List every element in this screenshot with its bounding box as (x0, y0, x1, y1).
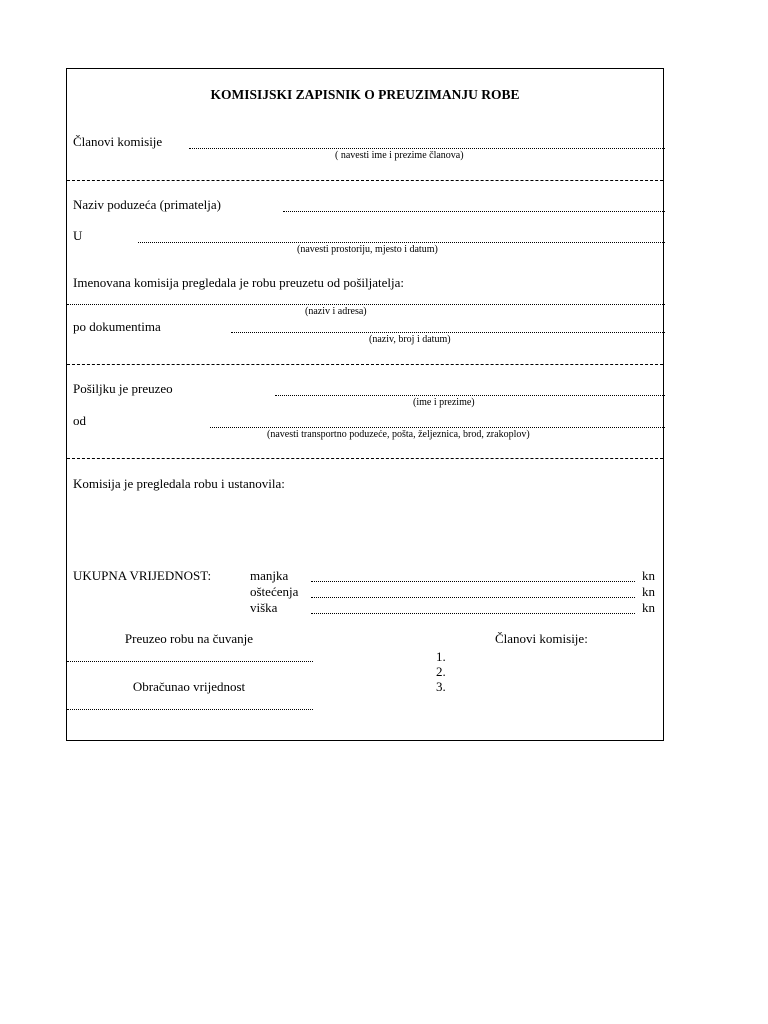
shortage-unit: kn (642, 568, 655, 583)
documents-label: po dokumentima (73, 319, 161, 334)
location-label: U (73, 228, 83, 243)
section-divider (67, 458, 663, 459)
sender-hint: (naziv i adresa) (305, 306, 367, 317)
sender-field[interactable] (67, 304, 665, 305)
surplus-unit: kn (642, 600, 655, 615)
members-signature-label: Članovi komisije: (495, 631, 588, 646)
damage-unit: kn (642, 584, 655, 599)
members-field[interactable] (189, 148, 665, 149)
section-divider (67, 364, 663, 365)
carrier-hint: (navesti transportno poduzeće, pošta, željeznica, brod, zrakoplov) (267, 429, 530, 440)
location-hint: (navesti prostoriju, mjesto i datum) (297, 244, 438, 255)
total-value-label: UKUPNA VRIJEDNOST: (73, 568, 212, 583)
location-field[interactable] (138, 242, 665, 243)
form-title: KOMISIJSKI ZAPISNIK O PREUZIMANJU ROBE (210, 87, 520, 102)
damage-field[interactable] (311, 597, 635, 598)
valuation-signature-field[interactable] (67, 709, 313, 710)
shipment-received-by-field[interactable] (275, 395, 665, 396)
custody-label: Preuzeo robu na čuvanje (124, 631, 254, 646)
documents-hint: (naziv, broj i datum) (369, 334, 451, 345)
carrier-field[interactable] (210, 427, 665, 428)
company-name-label: Naziv poduzeća (primatelja) (73, 197, 221, 212)
shortage-label: manjka (250, 568, 289, 583)
surplus-label: viška (250, 600, 278, 615)
surplus-field[interactable] (311, 613, 635, 614)
section-divider (67, 180, 663, 181)
shipment-received-by-label: Pošiljku je preuzeo (73, 381, 173, 396)
goods-receipt-form (66, 68, 664, 741)
findings-label: Komisija je pregledala robu i ustanovila: (73, 476, 285, 491)
member-signature-1[interactable]: 1. (436, 649, 446, 664)
shipment-received-by-hint: (ime i prezime) (413, 397, 475, 408)
members-hint: ( navesti ime i prezime članova) (335, 150, 464, 161)
custody-signature-field[interactable] (67, 661, 313, 662)
valuation-label: Obračunao vrijednost (132, 679, 246, 694)
member-signature-2[interactable]: 2. (436, 664, 446, 679)
commission-statement: Imenovana komisija pregledala je robu preuzetu od pošiljatelja: (73, 275, 405, 290)
damage-label: oštećenja (250, 584, 299, 599)
company-name-field[interactable] (283, 211, 665, 212)
carrier-label: od (73, 413, 86, 428)
member-signature-3[interactable]: 3. (436, 679, 446, 694)
shortage-field[interactable] (311, 581, 635, 582)
members-label: Članovi komisije (73, 134, 163, 149)
documents-field[interactable] (231, 332, 665, 333)
